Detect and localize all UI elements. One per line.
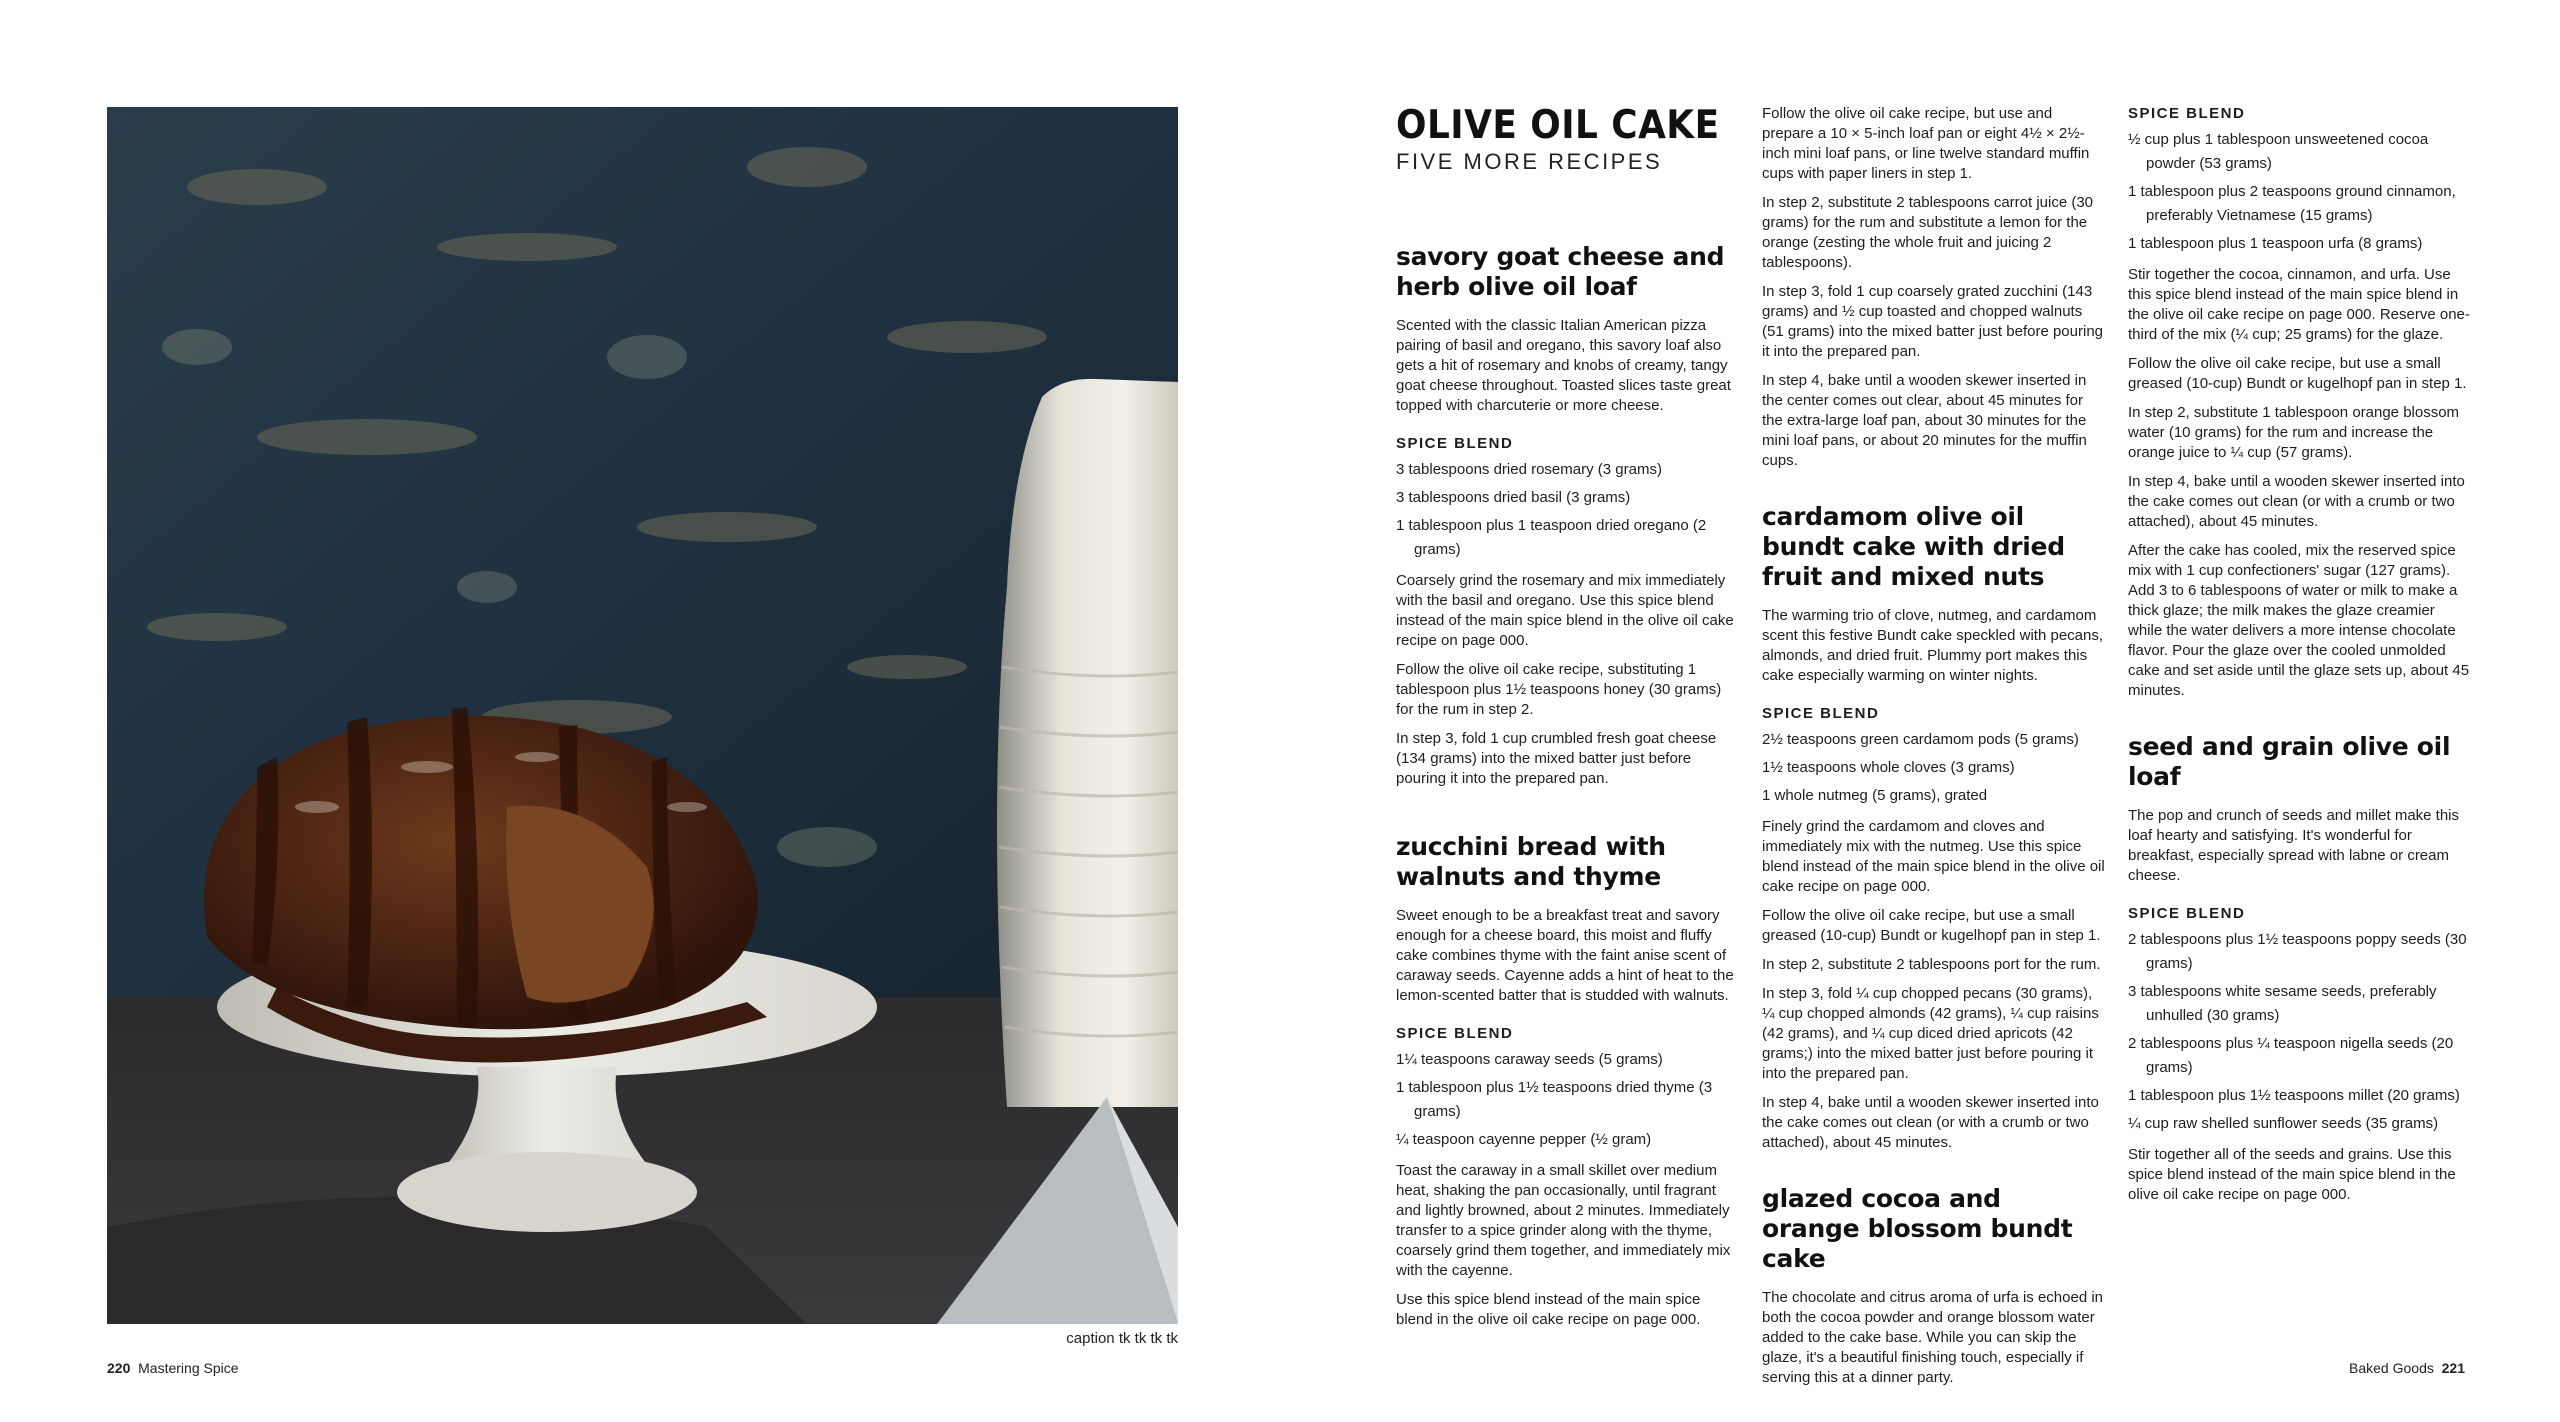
ingredient: 3 tablespoons dried basil (3 grams) [1396,489,1631,506]
ingredient: 2 tablespoons plus 1½ teaspoons poppy seeds (30 grams) [2128,931,2467,972]
ingredient: 1 whole nutmeg (5 grams), grated [1762,787,1988,804]
recipe-title-goat-cheese: savory goat cheese and herb olive oil loaf [1396,242,1725,301]
ingredient: 2½ teaspoons green cardamom pods (5 grams) [1762,731,2079,748]
method-step: Coarsely grind the rosemary and mix immediately with the basil and oregano. Use this spice blend instead of the main spice blend in the olive oil cake recipe on page 000. [1396,572,1734,649]
running-head: Baked Goods [2349,1360,2434,1376]
method-step: In step 4, bake until a wooden skewer inserted into the cake comes out clean (or with a crumb or two attached), about 45 minutes. [2128,473,2465,530]
method-step: In step 2, substitute 2 tablespoons port for the rum. [1762,956,2101,973]
ingredient: 3 tablespoons white sesame seeds, preferably unhulled (30 grams) [2128,983,2437,1024]
ingredient: ¼ cup raw shelled sunflower seeds (35 grams) [2128,1115,2439,1132]
page-title: OLIVE OIL CAKE [1396,103,1720,148]
method-step: Follow the olive oil cake recipe, but use and prepare a 10 × 5-inch loaf pan or eight 4½ × 2½-inch mini loaf pans, or line twelve standard muffin cups with paper liners in step 1. [1762,105,2090,182]
running-head: Mastering Spice [138,1360,239,1376]
method-step: Finely grind the cardamom and cloves and immediately mix with the nutmeg. Use this spice blend instead of the main spice blend in the olive oil cake recipe on page 000. [1762,818,2105,895]
ingredient: 3 tablespoons dried rosemary (3 grams) [1396,461,1662,478]
page-number: 221 [2441,1360,2465,1376]
ingredient: 1 tablespoon plus 1½ teaspoons millet (20 grams) [2128,1087,2460,1104]
text-column-2 [1762,104,2106,1397]
ingredient: 2 tablespoons plus ¼ teaspoon nigella seeds (20 grams) [2128,1035,2454,1076]
recipe-title-zucchini: zucchini bread with walnuts and thyme [1396,832,1666,891]
text-column-1 [1396,104,1739,1339]
method-step: In step 3, fold 1 cup crumbled fresh goat cheese (134 grams) into the mixed batter just before pouring it into the prepared pan. [1396,730,1717,787]
method-step: In step 4, bake until a wooden skewer inserted in the center comes out clear, about 45 minutes for the extra-large loaf pan, about 30 minutes for the mini loaf pans, or about 20 minutes for the muffin cups. [1762,372,2087,469]
ingredient-list [2128,128,2471,256]
text-column-3 [2128,104,2471,1214]
cake-photo [107,107,1178,1324]
method-step: In step 4, bake until a wooden skewer inserted into the cake comes out clean (or with a crumb or two attached), about 45 minutes. [1762,1094,2099,1151]
recipe-title-cardamom: cardamom olive oil bundt cake with dried fruit and mixed nuts [1762,502,2065,591]
photo-caption: caption tk tk tk tk [1066,1330,1178,1347]
ingredient-list [2128,928,2471,1136]
method-step: Toast the caraway in a small skillet over medium heat, shaking the pan occasionally, until fragrant and lightly browned, about 2 minutes. Immediately transfer to a spice grinder along with the thyme, coarsely grind them together, and immediately mix with the cayenne. [1396,1162,1731,1279]
ingredient: ½ cup plus 1 tablespoon unsweetened cocoa powder (53 grams) [2128,131,2429,172]
ingredient-list [1396,1048,1739,1152]
ingredient: 1 tablespoon plus 1 teaspoon dried oregano (2 grams) [1396,517,1707,558]
recipe-title-cocoa: glazed cocoa and orange blossom bundt cake [1762,1184,2073,1273]
method-step: Use this spice blend instead of the main spice blend in the olive oil cake recipe on page 000. [1396,1291,1701,1328]
method-step: Follow the olive oil cake recipe, but use a small greased (10-cup) Bundt or kugelhopf pan in step 1. [2128,355,2467,392]
folio-right [2349,1360,2465,1376]
method-step: In step 2, substitute 1 tablespoon orange blossom water (10 grams) for the rum and increase the orange juice to ¼ cup (57 grams). [2128,404,2460,461]
recipe-intro: Sweet enough to be a breakfast treat and savory enough for a cheese board, this moist and fluffy cake combines thyme with the faint anise scent of caraway seeds. Cayenne adds a hint of heat to the lemon-scented batter that is studded with walnuts. [1396,907,1734,1004]
ingredient-list [1396,458,1739,562]
ingredient-list [1762,728,2106,808]
method-step: In step 3, fold ¼ cup chopped pecans (30 grams), ¼ cup chopped almonds (42 grams), ¼ cup raisins (42 grams), and ¼ cup diced dried apricots (42 grams;) into the mixed batter just before pouring it into the prepared pan. [1762,985,2099,1082]
spice-blend-heading: SPICE BLEND [1396,1025,1514,1042]
ingredient: ¼ teaspoon cayenne pepper (½ gram) [1396,1131,1652,1148]
spice-blend-heading: SPICE BLEND [2128,905,2246,922]
recipe-intro: Scented with the classic Italian American pizza pairing of basil and oregano, this savory loaf also gets a hit of rosemary and knobs of creamy, tangy goat cheese throughout. Toasted slices taste great topped with charcuterie or more cheese. [1396,317,1731,414]
ingredient: 1 tablespoon plus 2 teaspoons ground cinnamon, preferably Vietnamese (15 grams) [2128,183,2456,224]
ingredient: 1½ teaspoons whole cloves (3 grams) [1762,759,2015,776]
method-step: Follow the olive oil cake recipe, substituting 1 tablespoon plus 1½ teaspoons honey (30 grams) for the rum in step 2. [1396,661,1722,718]
spice-blend-heading: SPICE BLEND [1762,705,1880,722]
method-step: After the cake has cooled, mix the reserved spice mix with 1 cup confectioners' sugar (127 grams). Add 3 to 6 tablespoons of water or milk to make a thick glaze; the milk makes the glaze creamier while the water delivers a more intense chocolate flavor. Pour the glaze over the cooled unmolded cake and set aside until the glaze sets up, about 45 minutes. [2128,542,2470,699]
method-step: Follow the olive oil cake recipe, but use a small greased (10-cup) Bundt or kugelhopf pan in step 1. [1762,907,2101,944]
ingredient: 1 tablespoon plus 1 teaspoon urfa (8 grams) [2128,235,2423,252]
ingredient: 1¼ teaspoons caraway seeds (5 grams) [1396,1051,1663,1068]
page-subtitle: FIVE MORE RECIPES [1396,149,1663,174]
folio-left [107,1360,239,1376]
recipe-intro: The warming trio of clove, nutmeg, and cardamom scent this festive Bundt cake speckled with pecans, almonds, and dried fruit. Plummy port makes this cake especially warming on winter nights. [1762,607,2104,684]
spice-blend-heading: SPICE BLEND [2128,105,2246,122]
recipe-title-seed-grain: seed and grain olive oil loaf [2128,732,2451,791]
method-step: Stir together all of the seeds and grains. Use this spice blend instead of the main spice blend in the olive oil cake recipe on page 000. [2128,1146,2456,1203]
method-step: Stir together the cocoa, cinnamon, and urfa. Use this spice blend instead of the main spice blend in the olive oil cake recipe on page 000. Reserve one-third of the mix (¼ cup; 25 grams) for the glaze. [2128,266,2470,343]
spice-blend-heading: SPICE BLEND [1396,435,1514,452]
ingredient: 1 tablespoon plus 1½ teaspoons dried thyme (3 grams) [1396,1079,1713,1120]
page-number: 220 [107,1360,131,1376]
recipe-intro: The pop and crunch of seeds and millet make this loaf hearty and satisfying. It's wonderful for breakfast, especially spread with labne or cream cheese. [2128,807,2460,884]
recipe-intro: The chocolate and citrus aroma of urfa is echoed in both the cocoa powder and orange blossom water added to the cake base. While you can skip the glaze, it's a beautiful finishing touch, especially if serving this at a dinner party. [1762,1289,2104,1386]
method-step: In step 3, fold 1 cup coarsely grated zucchini (143 grams) and ½ cup toasted and chopped walnuts (51 grams) into the mixed batter just before pouring it into the prepared pan. [1762,283,2104,360]
method-step: In step 2, substitute 2 tablespoons carrot juice (30 grams) for the rum and substitute a lemon for the orange (zesting the whole fruit and juicing 2 tablespoons). [1762,194,2094,271]
